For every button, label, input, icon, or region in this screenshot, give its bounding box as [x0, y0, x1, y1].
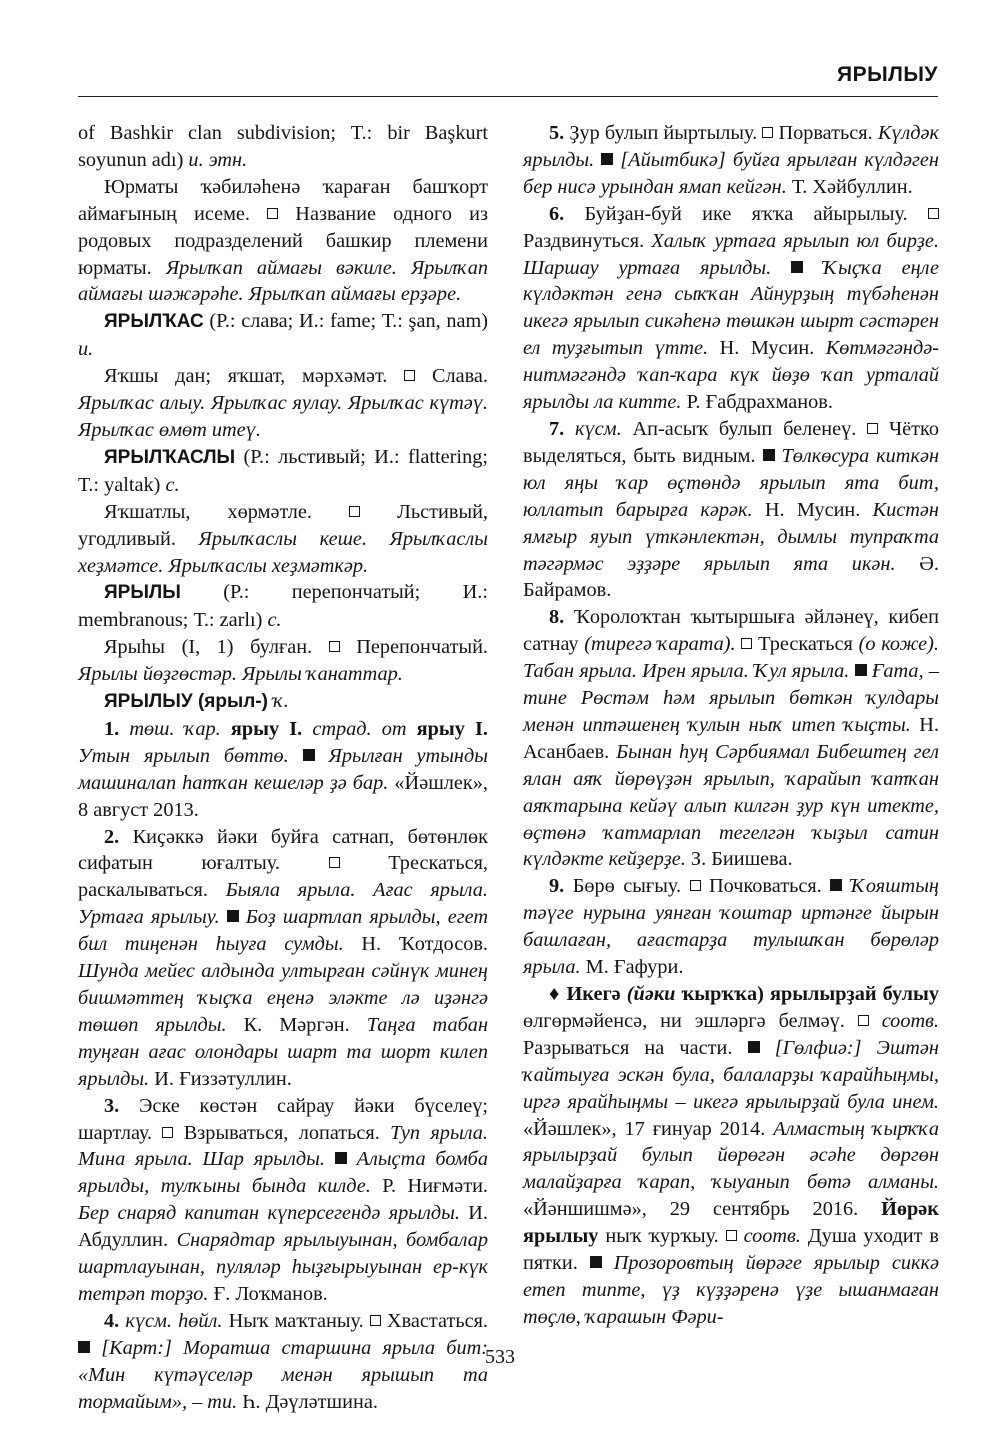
entry-paragraph: 9. Бөрө сығыу. Почковаться. Ҡояштың тәүге нурына уянған ҡоштар иртәнге йырын башлаған, ағастарҙа тулышҡан бөрөләр ярыла. М. Ғафури.: [523, 875, 939, 979]
open-square-icon: [349, 506, 360, 517]
entry-paragraph: 1. төш. ҡар. ярыу I. страд. от ярыу I. Утын ярылып бөттө. Ярылған утынды машиналап һатҡан кешеләр ҙә бар. «Йәшлек», 8 август 2013.: [78, 717, 488, 821]
entry-paragraph: ♦ Икегә (йәки ҡырҡҡа) ярылырҙай булыу өлгөрмәйенсә, ни эшләргә белмәү. соотв. Разрываться на части. [Гөлфиә:] Эштән ҡайтыуға эскән була, балаларҙы ҡарайһыңмы, иргә ярайһыңмы – икегә ярылырҙай була инем. «Йәшлек», 17 ғинуар 2014. Алмастың ҡырҡҡа ярылырҙай булып йөрөгән әсәһе дөргөн малайҙарға ҡарап, ҡыуанып бөтә алманы. «Йәншишмә», 29 сентябрь 2016. Йөрәк ярылыу ныҡ ҡурҡыу. соотв. Душа уходит в пятки. Прозоровтың йөрәге ярылыр сиккә етеп типте, үҙ күҙҙәренә үҙе ышанмаған төҫлө, ҡарашын Фәри-: [523, 983, 939, 1328]
open-square-icon: [267, 208, 278, 219]
filled-square-icon: [748, 1041, 760, 1053]
filled-square-icon: [303, 749, 315, 761]
entry-paragraph: 5. Ҙур булып йыртылыу. Порваться. Күлдәк ярылды. [Айытбикә] буйға ярылған күлдәген бер нисә урындан ямап кейгән. Т. Хәйбуллин.: [523, 122, 940, 198]
open-square-icon: [329, 641, 340, 652]
header-divider: [78, 96, 938, 97]
right-column: [523, 120, 939, 1331]
filled-square-icon: [335, 1152, 347, 1164]
open-square-icon: [762, 127, 773, 138]
entry-paragraph: ЯРЫЛҠАС (Р.: слава; И.: fame; Т.: şan, nam) u.: [78, 310, 488, 361]
entry-paragraph: 7. күсм. Ап-асыҡ булып беленеү. Чётко выделяться, быть видным. Төлкөсура киткән юл яңы ҡар өҫтөндә ярылып ята бит, юллатып барырға кәрәк. Н. Мусин. Кистән ямғыр яуып үткәнлектән, дымлы тупраҡта тәгәрмәс эҙҙәре ярылып ята икән. Ә. Байрамов.: [523, 417, 940, 602]
page-number: 533: [485, 1346, 515, 1368]
open-square-icon: [867, 423, 878, 434]
entry-paragraph: ЯРЫЛҠАСЛЫ (Р.: льстивый; И.: flattering; Т.: yaltak) с.: [78, 445, 488, 496]
entry-paragraph: 4. күсм. һөйл. Ныҡ маҡтаныу. Хвастаться. [Карт:] Моратша старшина ярыла бит: «Мин күтәүселәр менән ярышып та тормайым», – ти. Һ. Дәүләтшина.: [78, 1309, 488, 1413]
open-square-icon: [370, 1315, 381, 1326]
running-head: ЯРЫЛЫУ: [836, 63, 938, 86]
entry-paragraph: 6. Буйҙан-буй ике яҡҡа айырылыу. Раздвинуться. Халыҡ уртаға ярылып юл бирҙе. Шаршау уртаға ярылды. Ҡыҫҡа еңле күлдәктән генә сыҡҡан Айнурҙың түбәһенән икегә ярылып сикәһенә төшкән шырт сәстәрен ел туҙғытып үтте. Н. Мусин. Көтмәгәндә-нитмәгәндә ҡап-ҡара күк йөҙө ҡап урталай ярылды ла китте. Р. Ғабдрахманов.: [523, 202, 939, 414]
filled-square-icon: [227, 910, 239, 922]
open-square-icon: [162, 1127, 173, 1138]
filled-square-icon: [855, 664, 867, 676]
entry-paragraph: of Bashkir clan subdivision; T.: bir Başkurt soyunun adı) u. этн.: [78, 122, 488, 171]
entry-paragraph: ЯРЫЛЫУ (ярыл-) ҡ.: [104, 690, 289, 713]
entry-paragraph: Ярыһы (I, 1) булған. Перепончатый. Ярылы йөҙгөстәр. Ярылы ҡанаттар.: [78, 636, 488, 686]
filled-square-icon: [763, 449, 775, 461]
open-square-icon: [928, 208, 939, 219]
entry-paragraph: 3. Эске көстән сайрау йәки бүселеү; шартлау. Взрываться, лопаться. Туп ярыла. Мина ярыла. Шар ярылды. Алыҫта бомба ярылды, тулҡыны бында килде. Р. Ниғмәти. Бер снаряд капитан күперсегендә ярылды. И. Абдуллин. Снарядтар ярылыуынан, бомбалар шартлауынан, пуляләр һыҙғырыуынан ер-күк тетрәп торҙо. Ғ. Лоҡманов.: [78, 1094, 489, 1305]
entry-paragraph: Яҡшатлы, хөрмәтле. Льстивый, угодливый. Ярылҡаслы кеше. Ярылҡаслы хеҙмәтсе. Ярылҡаслы хеҙмәткәр.: [78, 500, 488, 577]
filled-square-icon: [601, 153, 613, 165]
open-square-icon: [690, 880, 701, 891]
filled-square-icon: [791, 261, 803, 273]
entry-paragraph: 2. Киҫәккә йәки буйға сатнап, бөтөнлөк сифатын юғалтыу. Трескаться, раскалываться. Быяла ярыла. Ағас ярыла. Уртаға ярылыу. Боҙ шартлап ярылды, егет бил тиңенән һыуға сумды. Н. Ҡотдосов. Шунда мейес алдында ултырған сәйнүк минең бишмәттең ҡыҫҡа еңенә эләкте лә иҙәнгә төшөп ярылды. К. Мәргән. Таңға табан туңған ағас олондары шарт та шорт килеп ярылды. И. Ғиззәтуллин.: [78, 825, 488, 1090]
entry-paragraph: ЯРЫЛЫ (Р.: перепончатый; И.: membranous; Т.: zarlı) с.: [78, 581, 488, 632]
filled-square-icon: [830, 879, 842, 891]
open-square-icon: [741, 638, 752, 649]
entry-paragraph: Яҡшы дан; яҡшат, мәрхәмәт. Слава. Ярылҡас алыу. Ярылҡас яулау. Ярылҡас күтәү. Ярылҡас өмөт итеү.: [78, 365, 488, 441]
filled-square-icon: [590, 1256, 602, 1268]
entry-paragraph: Юрматы ҡәбиләһенә ҡараған башҡорт аймағының исеме. Название одного из родовых подразделений башкир племени юрматы. Ярылҡап аймағы вәкиле. Ярылҡап аймағы шәжәрәһе. Ярылҡап аймағы ерҙәре.: [78, 175, 488, 306]
open-square-icon: [726, 1230, 737, 1241]
entry-paragraph: 8. Ҡоролоҡтан ҡытыршыға әйләнеү, кибеп сатнау (тирегә ҡарата). Трескаться (о коже). Табан ярыла. Ирен ярыла. Ҡул ярыла. Ғата, – тине Рөстәм һәм ярылып бөткән ҡулдары менән иптәшенең ҡулын ныҡ итеп ҡыҫты. Н. Асанбаев. Бынан һуң Сәрбиямал Бибештең гел ялан аяҡ йөрөүҙән ярылып, ҡарайып ҡатҡан аяҡтарына кейәү алып килгән ҙур күн итекте, өҫтөнә ҡатмарлап тегелгән ҡыҙыл сатин күлдәкте кейҙерҙе. З. Биишева.: [523, 606, 940, 871]
open-square-icon: [858, 1015, 869, 1026]
left-column: [78, 120, 488, 1416]
open-square-icon: [404, 370, 415, 381]
open-square-icon: [329, 857, 340, 868]
